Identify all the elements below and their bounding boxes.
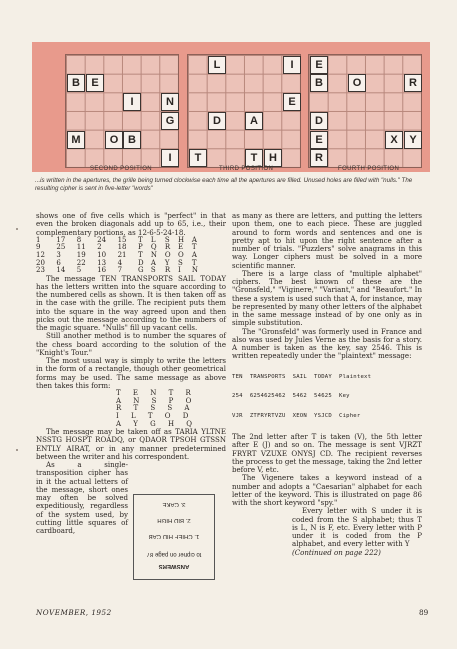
magic-cell: G (137, 266, 144, 275)
magic-cell: 13 (97, 258, 107, 267)
key-table (232, 361, 422, 434)
print-mark (16, 449, 18, 451)
magic-cell: 22 (76, 258, 86, 267)
rect-row: A Y G H Q (116, 419, 198, 428)
grid-cell: E (310, 56, 328, 74)
magic-cell: D (137, 258, 144, 267)
magic-cell: 15 (117, 235, 127, 244)
magic-cell: P (137, 243, 143, 252)
magic-cell: S (150, 266, 156, 275)
magic-cell: 5 (76, 266, 82, 275)
key-line: 254 6254625462 5462 54625 Key (232, 393, 350, 400)
magic-cell: 8 (76, 235, 82, 244)
magic-cell: 11 (76, 243, 86, 252)
left-column (36, 212, 226, 535)
grid-cell: X (385, 131, 403, 149)
magic-cell: 21 (117, 250, 127, 259)
magic-cell: 18 (117, 243, 127, 252)
paragraph: The message may be taken off as TARIA YLTNE NSSTG HOSPT ROADQ, or QDAOR TPSOH GTSSN ENTLY AIRAT, or in any manner predetermined between the writer and his correspondent. (36, 427, 226, 461)
paragraph: The message TEN TRANSPORTS SAIL TODAY has the letters written into the square according to the numbered cells as shown. It is then taken off as in the case with the grille. The recipient puts them into the square in the way agreed upon and then picks out the message according to the numbers of the magic square. "Nulls" fill up vacant cells. (36, 273, 226, 333)
grid-cell: I (123, 93, 141, 111)
grid-cell: I (161, 149, 179, 167)
magic-cell: 3 (56, 250, 61, 259)
paragraph: shows one of five cells which is "perfect" in that even the broken diagonals add up to 65, i.e., their complementary portions, as 12-6-5-24-18. (36, 211, 226, 237)
magic-cell: 12 (36, 250, 45, 259)
answer-line: 2. BID HIGH (157, 517, 191, 523)
magic-cell: R (164, 266, 171, 275)
key-line: VJR ZTFRYRTVZU XEON YSJCD Cipher (232, 413, 361, 420)
magic-cell: 9 (36, 243, 41, 252)
grid-cell: R (310, 149, 328, 167)
magic-cell: 14 (56, 266, 66, 275)
paragraph: as many as there are letters, and putting the letters upon them, one to each piece. These are juggled around to form words and sentences and one is pretty apt to hit upon the right sentence after a number of trials. "Puzzlers" solve anagrams in this way. Longer ciphers must be solved in a more scientific manner. (232, 211, 422, 270)
grid-cell: T (245, 149, 263, 167)
answer-line: 3. CAKE (162, 501, 186, 507)
cipher-grille-figure (32, 42, 430, 172)
paragraph: There is a large class of "multiple alphabet" ciphers. The best known of these are the "Gronsfeld," "Viginere," "Variant," and "Beaufort." In these a system is used such that A, for instance, may be represented by many other letters of the alphabet in the same message instead of by one only as in simple substitution. (232, 268, 422, 328)
grid-cell: R (404, 74, 422, 92)
magic-cell: L (150, 235, 156, 244)
position-label: SECOND POSITION (90, 166, 153, 172)
grid-cell: D (208, 112, 226, 130)
continued-note: (Continued on page 222) (292, 547, 381, 557)
magic-cell: 17 (56, 235, 66, 244)
grid-cell: B (67, 74, 85, 92)
grid-cell: Y (404, 131, 422, 149)
grid-cell: E (283, 93, 301, 111)
key-line: TEN TRANSPORTS SAIL TODAY Plaintext (232, 373, 372, 380)
grille-grid-third (187, 54, 301, 168)
grid-cell: L (208, 56, 226, 74)
grid-cell: M (67, 131, 85, 149)
grid-cell: B (310, 74, 328, 92)
magic-cell: Q (150, 243, 157, 252)
paragraph: As a single-transposition cipher has in it the actual letters of the message, short ones may often be solved expeditiously, regardless of the system used, by cutting little squares of cardboard, (36, 460, 128, 536)
magic-cell: Y (164, 258, 170, 267)
rectangle-cipher (116, 390, 226, 428)
magic-cell: S (164, 235, 170, 244)
magic-cell: 19 (76, 250, 86, 259)
grid-cell: G (161, 112, 179, 130)
rect-row: R T S S A (116, 404, 195, 413)
paragraph: The most usual way is simply to write the letters in the form of a rectangle, though other geometrical forms may be used. The same message as above then takes this form: (36, 356, 226, 390)
magic-cell: T (191, 258, 197, 267)
magic-cell: R (164, 243, 171, 252)
grid-cell: I (283, 56, 301, 74)
paragraph: Still another method is to number the squares of the chess board according to the solution of the "Knight's Tour." (36, 331, 226, 357)
magic-cell: 20 (36, 258, 45, 267)
rect-row: T E N T R (116, 389, 196, 398)
magic-cell: N (191, 266, 199, 275)
grille-grid-fourth (308, 54, 422, 168)
grid-cell: E (310, 131, 328, 149)
grid-cell: N (161, 93, 179, 111)
magic-cell: T (191, 243, 197, 252)
magic-cell: 25 (56, 243, 66, 252)
magic-cell: H (177, 235, 185, 244)
print-mark (16, 228, 18, 230)
paragraph: The "Gronsfeld" was formerly used in France and also was used by Jules Verne as the basis for a story. A number is taken as the key, say 2546. This is written repeatedly under the "plaintext" message: (232, 326, 422, 361)
magic-cell: 10 (97, 250, 107, 259)
magic-cell: A (191, 235, 197, 244)
magic-cell: O (177, 250, 184, 259)
position-label: FOURTH POSITION (338, 166, 400, 172)
grid-cell: H (264, 149, 282, 167)
answers-box (133, 494, 215, 580)
magic-cell: 23 (36, 266, 45, 275)
magic-cell: T (137, 235, 143, 244)
footer-issue: NOVEMBER, 1952 (36, 608, 112, 617)
paragraph: The Vigenere takes a keyword instead of a number and adopts a "Caesarian" alphabet for each letter of the keyword. This is illustrated on page 86 with the short keyword "spy." (232, 473, 422, 508)
footer-page-number: 89 (419, 608, 429, 617)
magic-cell: 6 (56, 258, 61, 267)
grid-cell: O (348, 74, 366, 92)
magic-cell: 7 (117, 266, 123, 275)
magic-cell: I (177, 266, 181, 275)
magic-cell: A (191, 250, 197, 259)
answers-subtitle: to cipher on page 87 (146, 551, 202, 557)
grid-cell: D (310, 112, 328, 130)
answer-line: 1. CHIEF HID CAB (148, 533, 200, 539)
magic-cell: 24 (97, 235, 107, 244)
magic-cell: A (150, 258, 156, 267)
grid-cell: A (245, 112, 263, 130)
magic-cell: 4 (117, 258, 123, 267)
magic-cell: 2 (97, 243, 102, 252)
right-column (232, 212, 422, 557)
magic-cell: 1 (36, 235, 41, 244)
magic-cell: S (177, 258, 183, 267)
rect-row: A N S P O (116, 396, 197, 405)
grid-cell: B (123, 131, 141, 149)
grid-cell: E (86, 74, 104, 92)
magic-cell: N (150, 250, 157, 259)
magic-cell: O (164, 250, 171, 259)
paragraph: The 2nd letter after T is taken (V), the 5th letter after E (J) and so on. The message is sent VJRZT FRYRT VZUXE ONYSJ CD. The recipient reverses the process to get the message, taking the 2nd letter before V, etc. (232, 432, 422, 475)
figure-caption: ...is written in the apertures, the grille being turned clockwise each time all the apertures are filled. Unused holes are filled with "nulls." The resulting cipher is sent in five-letter "words" (35, 177, 413, 192)
magic-cell: E (177, 243, 184, 252)
rect-row: I L T O D (116, 412, 194, 420)
magic-cell: 16 (97, 266, 107, 275)
answers-title: ANSWERS (158, 563, 190, 569)
paragraph: Every letter with S under it is coded from the S alphabet; thus T is L, N is F, etc. Every letter with P under it is coded from the P alphabet, and every letter with Y (292, 506, 422, 549)
grid-cell: O (105, 131, 123, 149)
position-label: THIRD POSITION (219, 166, 274, 172)
magic-cell: T (137, 250, 143, 259)
grid-cell: T (189, 149, 207, 167)
grille-grid-second (65, 54, 179, 168)
magic-square-table (36, 237, 206, 275)
